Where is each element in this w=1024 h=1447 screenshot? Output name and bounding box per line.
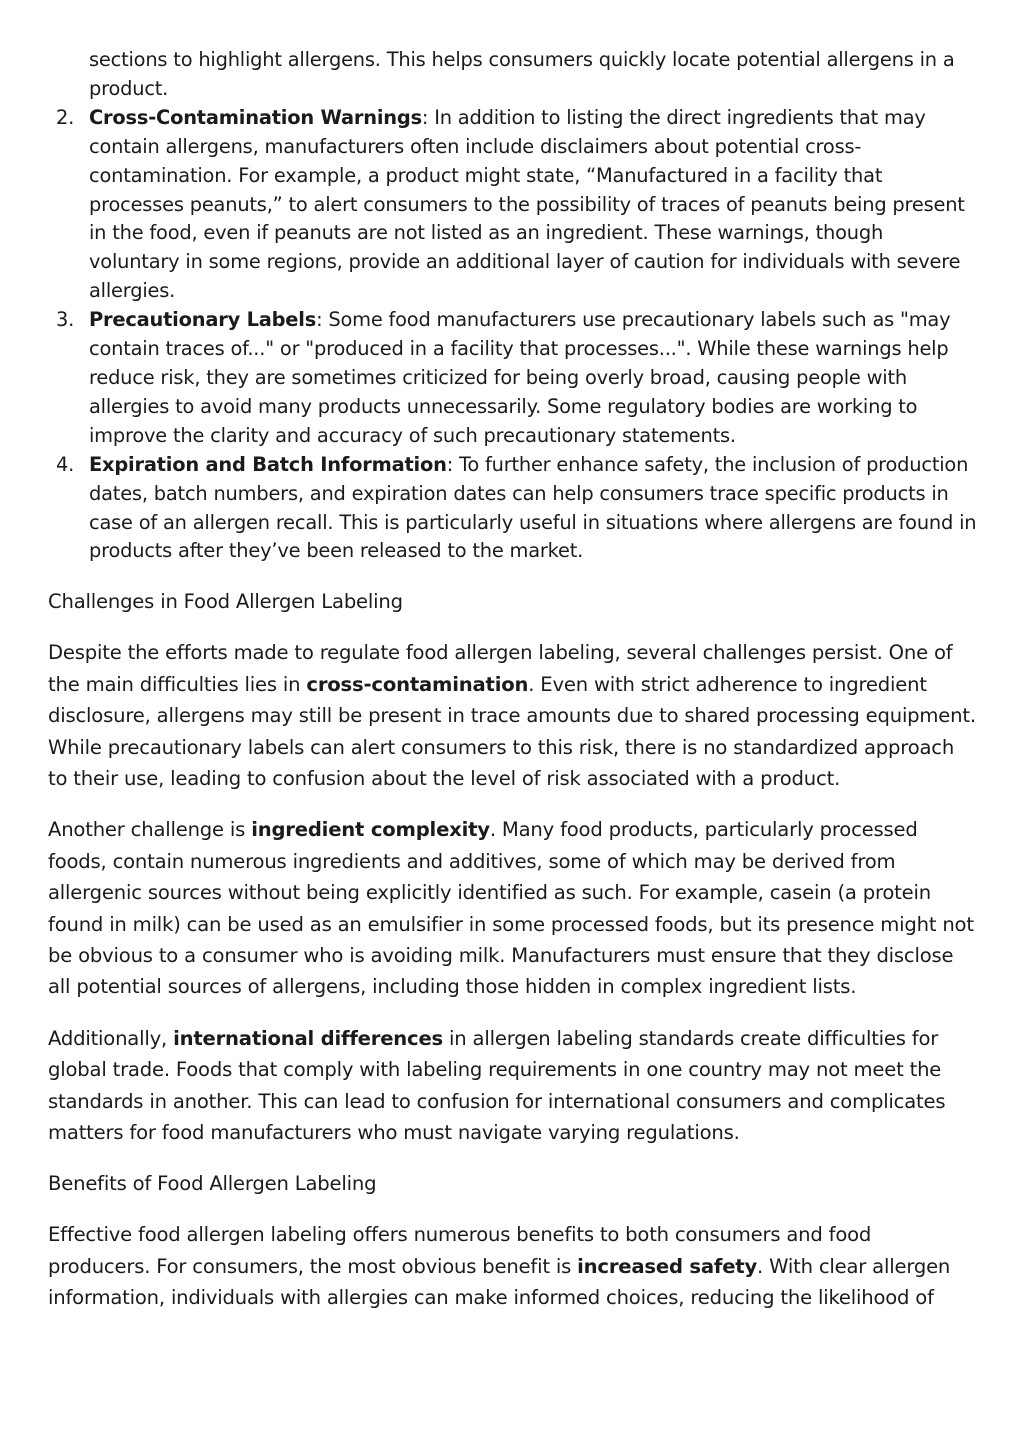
paragraph-increased-safety — [48, 1219, 978, 1313]
paragraph-text: Another challenge is — [48, 818, 252, 842]
paragraph-text: Additionally, — [48, 1026, 174, 1050]
paragraph-text: in allergen labeling standards create difficulties for global trade. Foods that comply with labeling requirements in one country may not meet the standards in another. This can lead to confusion for international consumers and complicates matters for food manufacturers who must navigate varying regulations. — [48, 1026, 946, 1144]
list-item-number: 3. — [56, 308, 75, 332]
list-item-number: 2. — [56, 105, 75, 129]
list-item-term: Expiration and Batch Information — [89, 452, 447, 476]
list-item-number: 4. — [56, 452, 75, 476]
paragraph-ingredient-complexity — [48, 814, 978, 1002]
labeling-features-list — [48, 46, 978, 566]
paragraph-cross-contamination — [48, 637, 978, 794]
list-item-term: Cross-Contamination Warnings — [89, 105, 422, 129]
list-item-continuation-text: sections to highlight allergens. This helps consumers quickly locate potential allergens in a product. — [89, 48, 955, 100]
list-item-term: Precautionary Labels — [89, 308, 317, 332]
paragraph-international-differences — [48, 1023, 978, 1149]
list-item-text: : In addition to listing the direct ingredients that may contain allergens, manufacturers often include disclaimers about potential cross-contamination. For example, a product might state, “Manufactured in a facility that processes peanuts,” to alert consumers to the possibility of traces of peanuts being present in the food, even if peanuts are not listed as an ingredient. These warnings, though voluntary in some regions, provide an additional layer of caution for individuals with severe allergies. — [89, 105, 965, 303]
paragraph-text: . With clear allergen information, individuals with allergies can make informed choices, reducing the likelihood of — [48, 1254, 951, 1310]
paragraph-bold-term: ingredient complexity — [251, 818, 490, 842]
section-heading-benefits: Benefits of Food Allergen Labeling — [48, 1172, 377, 1196]
paragraph-text: Effective food allergen labeling offers numerous benefits to both consumers and food producers. For consumers, the most obvious benefit is — [48, 1223, 872, 1278]
document-page — [48, 46, 978, 1314]
paragraph-text: . Many food products, particularly processed foods, contain numerous ingredients and additives, some of which may be derived from allergenic sources without being explicitly identified as such. For example, casein (a protein found in milk) can be used as an emulsifier in some processed foods, but its presence might not be obvious to a consumer who is avoiding milk. Manufacturers must ensure that they disclose all potential sources of allergens, including those hidden in complex ingredient lists. — [48, 818, 974, 999]
list-item-continuation — [48, 46, 978, 104]
list-item-precautionary-labels — [48, 306, 978, 451]
paragraph-text: Despite the efforts made to regulate food allergen labeling, several challenges persist. One of the main difficulties lies in — [48, 641, 953, 696]
list-item-cross-contamination-warnings — [48, 104, 978, 306]
paragraph-bold-term: increased safety — [577, 1254, 758, 1278]
list-item-text: : To further enhance safety, the inclusion of production dates, batch numbers, and expiration dates can help consumers trace specific products in case of an allergen recall. This is particularly useful in situations where allergens are found in products after they’ve been released to the market. — [89, 452, 977, 563]
paragraph-bold-term: international differences — [173, 1026, 444, 1050]
paragraph-bold-term: cross-contamination — [306, 672, 529, 696]
list-item-expiration-batch-information — [48, 451, 978, 567]
section-heading-challenges: Challenges in Food Allergen Labeling — [48, 590, 403, 614]
paragraph-text: . Even with strict adherence to ingredient disclosure, allergens may still be present in trace amounts due to shared processing equipment. While precautionary labels can alert consumers to this risk, there is no standardized approach to their use, leading to confusion about the level of risk associated with a product. — [48, 672, 976, 790]
list-item-text: : Some food manufacturers use precautionary labels such as "may contain traces of..." or "produced in a facility that processes...". While these warnings help reduce risk, they are sometimes criticized for being overly broad, causing people with allergies to avoid many products unnecessarily. Some regulatory bodies are working to improve the clarity and accuracy of such precautionary statements. — [89, 308, 951, 447]
